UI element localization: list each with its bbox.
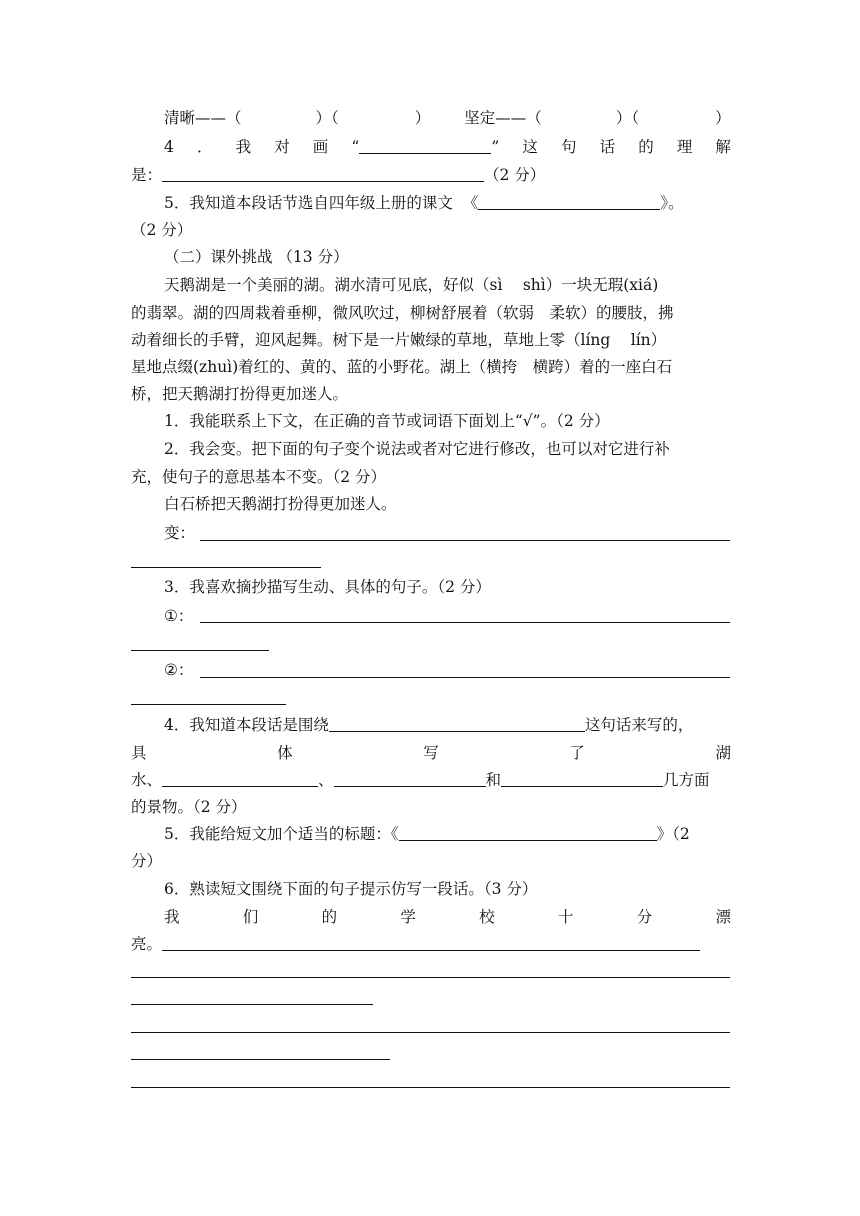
- char: ”: [491, 138, 500, 156]
- answer-blank[interactable]: [162, 165, 484, 182]
- answer-line[interactable]: [131, 1032, 730, 1033]
- bracket: 《: [462, 194, 479, 212]
- char: 的: [638, 138, 654, 156]
- question-4-line1: [131, 134, 731, 160]
- paren: ）（: [315, 109, 339, 127]
- synonym-label-clear: 清晰——（: [164, 109, 242, 127]
- rewrite-label: 变：: [164, 524, 196, 542]
- passage-line: 的翡翠。湖的四周栽着垂柳，微风吹过，柳树舒展着（软弱 柔软）的腰肢，拂: [131, 304, 674, 322]
- synonym-label-firm: 坚定——（: [464, 109, 542, 127]
- title-blank[interactable]: [399, 824, 657, 841]
- char: 这: [522, 138, 538, 156]
- answer-blank[interactable]: [501, 770, 663, 787]
- score: （2 分）: [484, 166, 546, 184]
- answer-line[interactable]: [131, 567, 321, 568]
- challenge-2-cont: 充，使句子的意思基本不变。（2 分）: [131, 468, 387, 486]
- challenge-5-cont: 分）: [131, 852, 163, 870]
- challenge-4-line3: [131, 767, 731, 793]
- challenge-4-line2: [131, 740, 731, 766]
- challenge-4-line4: 的景物。（2 分）: [131, 798, 247, 816]
- challenge-6-start: [131, 931, 731, 957]
- char: 话: [599, 138, 616, 156]
- question-text: 5．我能给短文加个适当的标题：《: [164, 825, 399, 843]
- challenge-5: [131, 821, 731, 847]
- sep: 和: [485, 771, 502, 789]
- char: 写: [423, 744, 439, 762]
- char: 校: [479, 908, 495, 926]
- question-5-score: （2 分）: [131, 221, 193, 239]
- answer-line[interactable]: [131, 1004, 373, 1005]
- challenge-6: 6．熟读短文围绕下面的句子提示仿写一段话。（3 分）: [164, 880, 538, 898]
- char: 对: [274, 138, 290, 156]
- challenge-4: [131, 712, 731, 738]
- paren: ）: [715, 109, 731, 127]
- bracket: 》（2: [656, 825, 690, 843]
- char: “: [351, 138, 360, 156]
- section-title: （二）课外挑战 （13 分）: [164, 248, 349, 266]
- char: 4: [164, 138, 174, 156]
- synonym-line: [131, 105, 731, 131]
- char: 解: [715, 138, 731, 156]
- label: 水、: [131, 771, 163, 789]
- char: 了: [569, 744, 585, 762]
- challenge-3: 3．我喜欢摘抄描写生动、具体的句子。（2 分）: [164, 578, 491, 596]
- answer-blank[interactable]: [329, 715, 585, 732]
- char: 学: [400, 908, 416, 926]
- char: 画: [312, 138, 329, 156]
- char: 具: [131, 744, 147, 762]
- answer-line[interactable]: [131, 1059, 390, 1060]
- answer-line[interactable]: [131, 977, 730, 978]
- label: 亮。: [131, 935, 163, 953]
- passage-line: 星地点缀(zhuì)着红的、黄的、蓝的小野花。湖上（横挎 横跨）着的一座白石: [131, 358, 673, 376]
- char: 理: [676, 138, 693, 156]
- question-4-line2: [131, 162, 731, 188]
- answer-blank[interactable]: [359, 137, 491, 154]
- question-text: 5．我知道本段话节选自四年级上册的课文: [164, 194, 453, 212]
- answer-line[interactable]: [131, 650, 269, 651]
- answer-line[interactable]: [131, 1087, 730, 1088]
- answer-line[interactable]: [200, 677, 730, 678]
- label: 是：: [131, 166, 163, 184]
- answer-blank[interactable]: [334, 770, 486, 787]
- answer-blank[interactable]: [162, 934, 700, 951]
- answer-line[interactable]: [200, 622, 730, 623]
- answer-line[interactable]: [131, 704, 286, 705]
- char: 们: [242, 908, 259, 926]
- char: 我: [164, 908, 180, 926]
- paren: ）: [414, 109, 431, 127]
- answer-blank[interactable]: [478, 193, 660, 210]
- challenge-6-prompt: [131, 904, 731, 930]
- example-sentence: 白石桥把天鹅湖打扮得更加迷人。: [164, 495, 397, 513]
- char: 分: [636, 908, 653, 926]
- challenge-2: 2．我会变。把下面的句子变个说法或者对它进行修改，也可以对它进行补: [164, 440, 670, 458]
- paren: ）（: [615, 109, 640, 127]
- bracket: 》。: [660, 194, 684, 212]
- question-5: [131, 190, 731, 216]
- char: ．: [196, 138, 213, 156]
- passage-line: 桥，把天鹅湖打扮得更加迷人。: [131, 385, 349, 403]
- char: 我: [235, 138, 252, 156]
- passage-line: 动着细长的手臂，迎风起舞。树下是一片嫩绿的草地，草地上零（líng lín）: [131, 331, 667, 349]
- challenge-1: 1．我能联系上下文，在正确的音节或词语下面划上“√”。（2 分）: [164, 412, 610, 430]
- sep: 、: [318, 771, 334, 789]
- label: 几方面: [663, 771, 710, 789]
- answer-blank[interactable]: [162, 770, 318, 787]
- passage-line: 天鹅湖是一个美丽的湖。湖水清可见底，好似（sì shì）一块无瑕(xiá): [164, 276, 659, 294]
- char: 漂: [715, 908, 731, 926]
- char: 的: [321, 908, 338, 926]
- char: 体: [277, 744, 293, 762]
- copy-label-1: ①：: [164, 607, 194, 625]
- char: 句: [560, 138, 577, 156]
- copy-label-2: ②：: [164, 661, 194, 679]
- question-text: 这句话来写的，: [584, 716, 694, 734]
- answer-line[interactable]: [200, 540, 730, 541]
- char: 湖: [715, 744, 731, 762]
- question-text: 4．我知道本段话是围绕: [164, 716, 329, 734]
- char: 十: [557, 908, 574, 926]
